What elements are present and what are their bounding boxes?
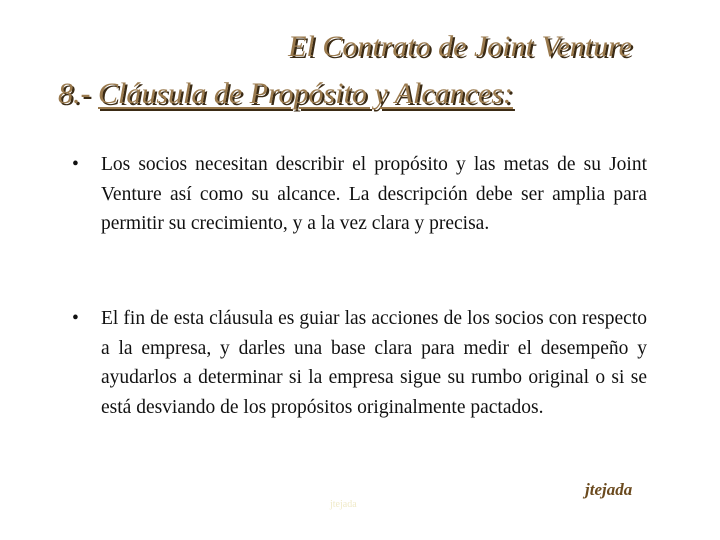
bullet-item	[72, 150, 647, 239]
bullet-text: El fin de esta cláusula es guiar las acciones de los socios con respecto a la empresa, y darles una base clara para medir el desempeño y ayudarlos a determinar si la empresa sigue su rumbo original o si se está desviando de los propósitos originalmente pactados.	[101, 308, 647, 418]
footer-center-text: jtejada	[330, 499, 357, 510]
subtitle-number: 8.-	[58, 77, 98, 110]
slide-title: El Contrato de Joint Venture	[288, 30, 632, 63]
footer-author: jtejada	[585, 480, 633, 499]
bullet-text: Los socios necesitan describir el propósito y las metas de su Joint Venture así como su alcance. La descripción debe ser amplia para permitir su crecimiento, y a la vez clara y precisa.	[101, 154, 647, 234]
bullet-marker: •	[72, 154, 79, 175]
subtitle-text: Cláusula de Propósito y Alcances:	[98, 77, 513, 110]
slide-subtitle	[58, 77, 513, 111]
bullet-marker: •	[72, 308, 79, 329]
bullet-item	[72, 304, 647, 422]
